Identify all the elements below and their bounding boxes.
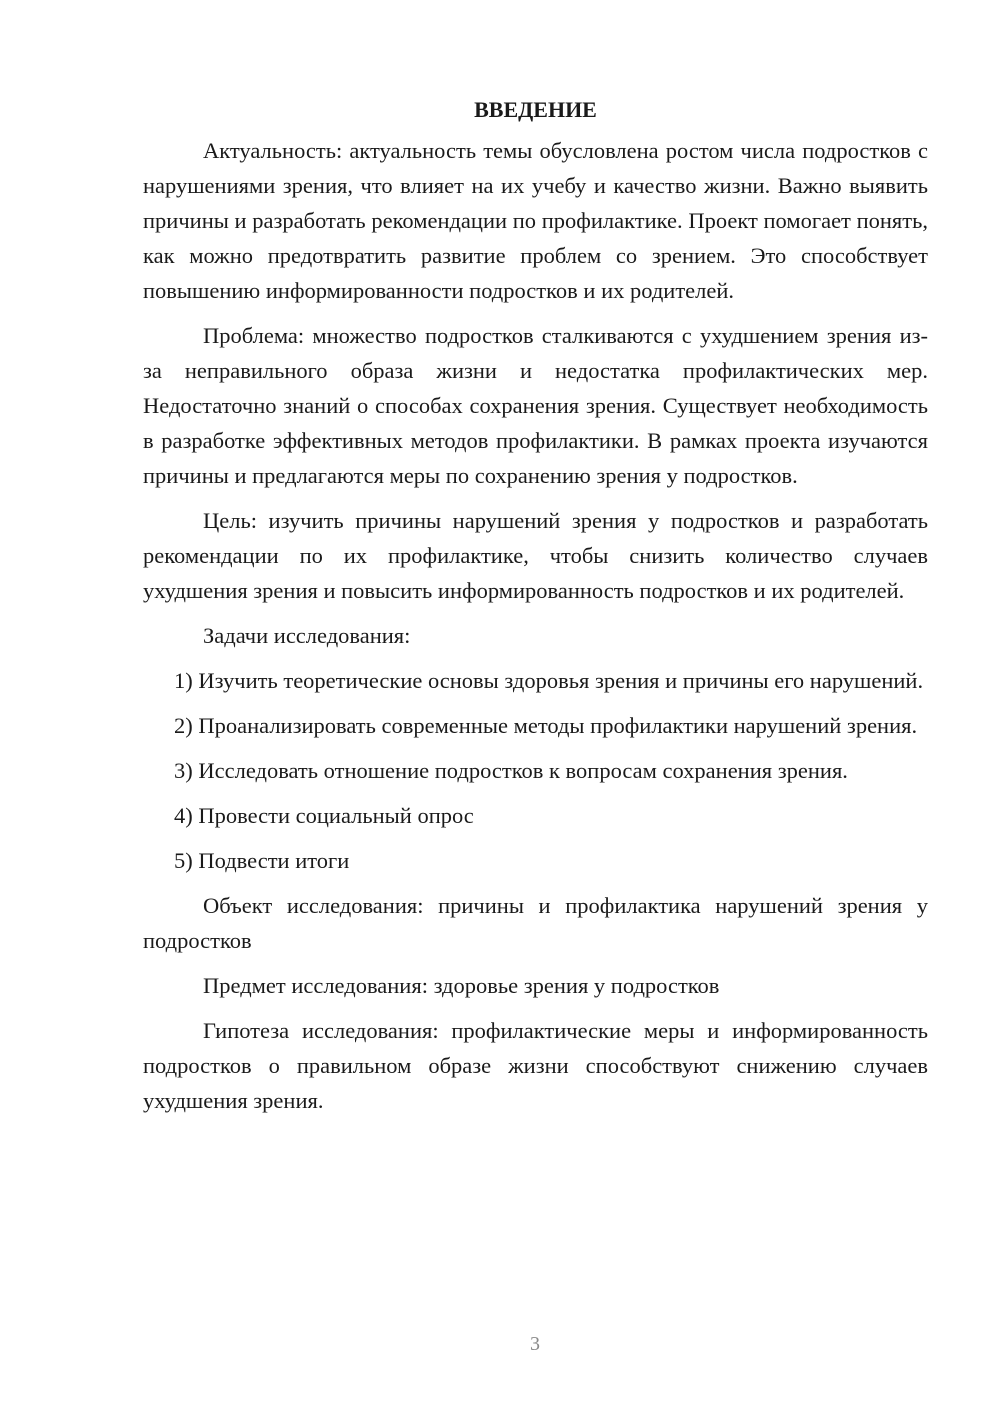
- page-number: 3: [530, 1333, 540, 1355]
- paragraph-hypothesis: Гипотеза исследования: профилактические меры и информированность подростков о правильном образе жизни способствуют снижению случаев ухудшения зрения.: [143, 1018, 928, 1113]
- tasks-heading: Задачи исследования:: [203, 623, 411, 648]
- paragraph-object: Объект исследования: причины и профилактика нарушений зрения у подростков: [143, 893, 928, 953]
- task-item-3: 3) Исследовать отношение подростков к вопросам сохранения зрения.: [174, 758, 848, 783]
- task-item-5: 5) Подвести итоги: [174, 848, 350, 873]
- task-item-1: 1) Изучить теоретические основы здоровья зрения и причины его нарушений.: [174, 668, 924, 693]
- task-item-2: 2) Проанализировать современные методы профилактики нарушений зрения.: [174, 713, 918, 738]
- paragraph-problem: Проблема: множество подростков сталкиваются с ухудшением зрения из-за неправильного образа жизни и недостатка профилактических мер. Недостаточно знаний о способах сохранения зрения. Существует необходимость в разработке эффективных методов профилактики. В рамках проекта изучаются причины и предлагаются меры по сохранению зрения у подростков.: [143, 323, 928, 488]
- paragraph-goal: Цель: изучить причины нарушений зрения у подростков и разработать рекомендации по их профилактике, чтобы снизить количество случаев ухудшения зрения и повысить информированность подростков и их родителей.: [143, 508, 928, 603]
- section-title: ВВЕДЕНИЕ: [474, 97, 597, 122]
- document-page: [143, 94, 928, 1128]
- paragraph-relevance: Актуальность: актуальность темы обусловлена ростом числа подростков с нарушениями зрения, что влияет на их учебу и качество жизни. Важно выявить причины и разработать рекомендации по профилактике. Проект помогает понять, как можно предотвратить развитие проблем со зрением. Это способствует повышению информированности подростков и их родителей.: [143, 138, 928, 303]
- paragraph-subject: Предмет исследования: здоровье зрения у подростков: [203, 973, 720, 998]
- task-item-4: 4) Провести социальный опрос: [174, 803, 474, 828]
